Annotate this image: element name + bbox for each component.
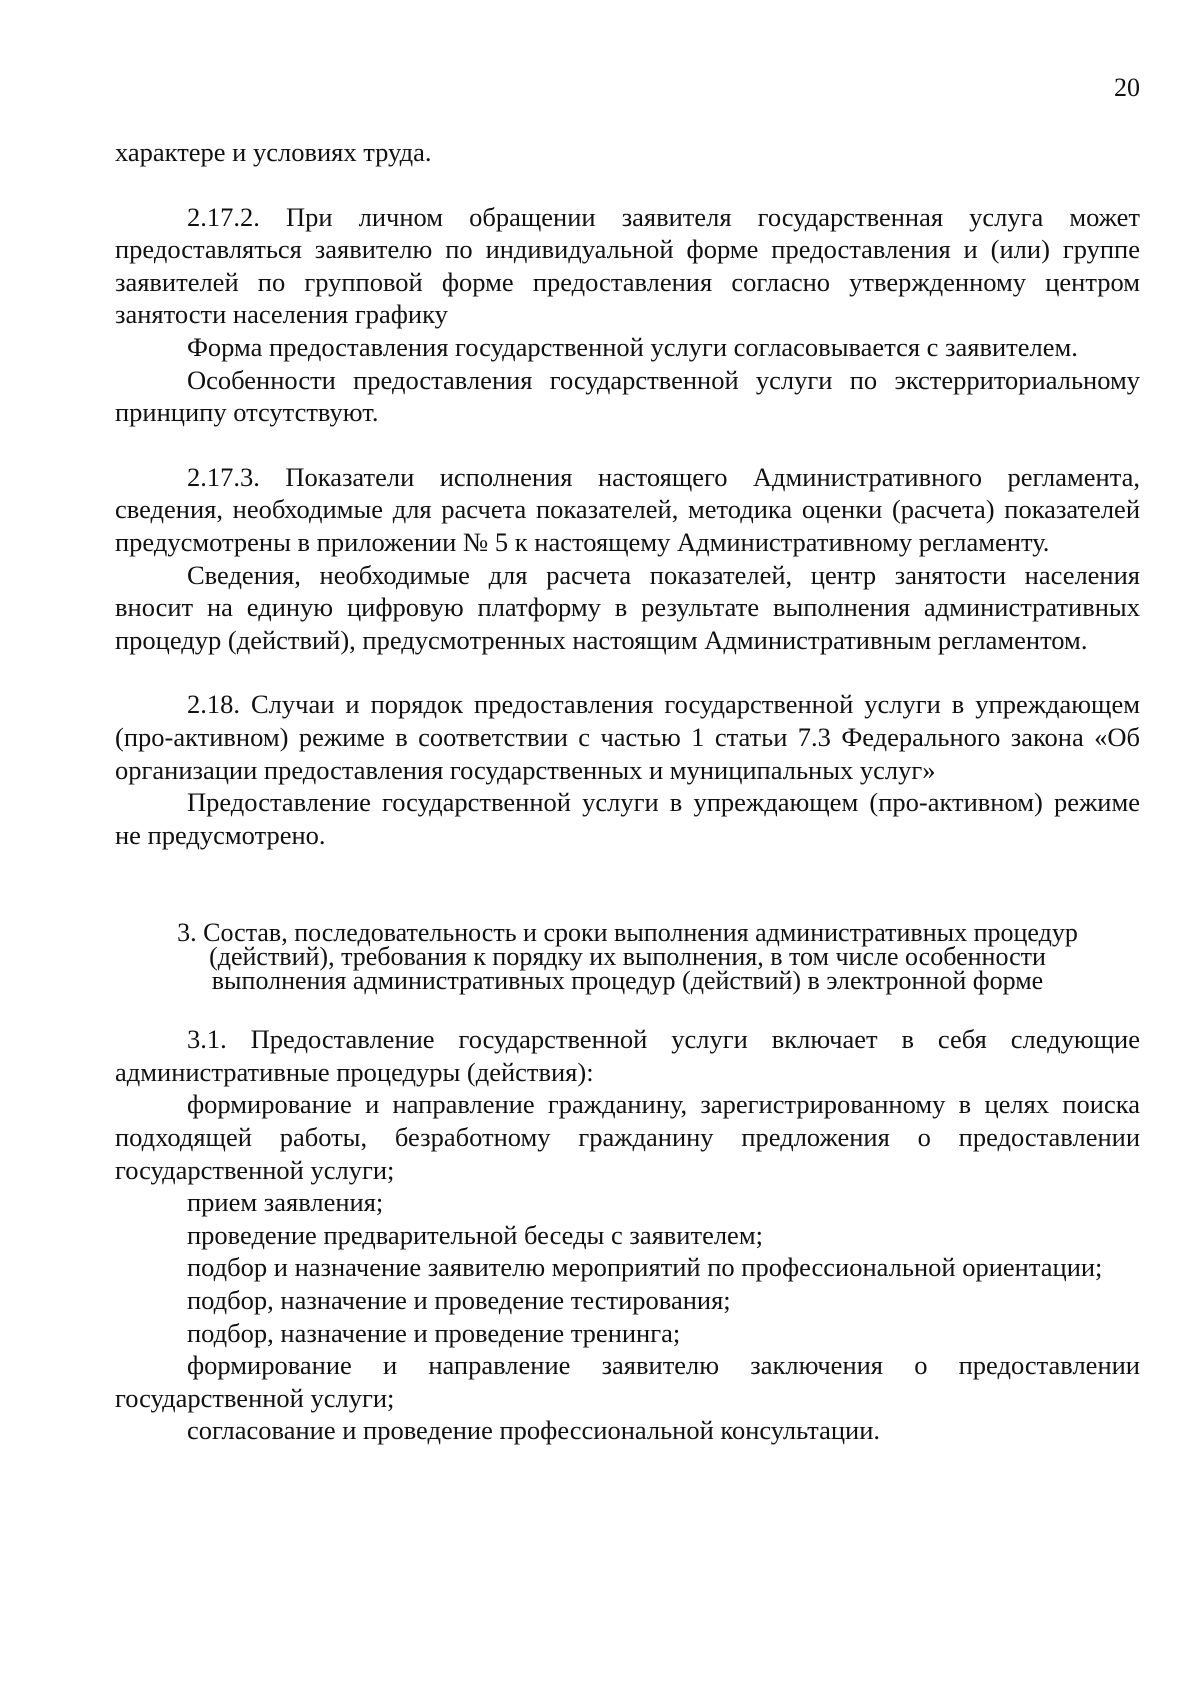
- procedure-item: подбор и назначение заявителю мероприятий по профессиональной ориентации;: [187, 1252, 1103, 1283]
- section-3-heading-line1: 3. Состав, последовательность и сроки выполнения административных процедур: [177, 918, 1078, 948]
- procedure-item: подбор, назначение и проведение тестирования;: [187, 1285, 731, 1316]
- paragraph-2-17-3: 2.17.3. Показатели исполнения настоящего Административного регламента, сведения, необходимые для расчета показателей, методика оценки (расчета) показателей предусмотрены в приложении № 5 к настоящему Административному регламенту.: [115, 461, 1140, 557]
- document-body: [115, 136, 1140, 1447]
- paragraph-continuation: характере и условиях труда.: [115, 137, 432, 167]
- paragraph-3-1: 3.1. Предоставление государственной услуги включает в себя следующие административные процедуры (действия):: [115, 1024, 1140, 1087]
- paragraph-2-17-2: 2.17.2. При личном обращении заявителя государственная услуга может предоставляться заявителю по индивидуальной форме предоставления и (или) группе заявителей по групповой форме предоставления согласно утвержденному центром занятости населения графику: [115, 201, 1140, 330]
- procedure-item: формирование и направление заявителю заключения о предоставлении государственной услуги;: [115, 1350, 1140, 1413]
- section-3-heading-line3: выполнения административных процедур (действий) в электронной форме: [211, 966, 1044, 996]
- paragraph-form-of-service: Форма предоставления государственной услуги согласовывается с заявителем.: [187, 331, 1078, 362]
- procedure-item: подбор, назначение и проведение тренинга;: [187, 1317, 681, 1348]
- paragraph-extraterritorial: Особенности предоставления государственной услуги по экстерриториальному принципу отсутствуют.: [115, 364, 1140, 428]
- section-3-heading-line2: (действий), требования к порядку их выполнения, в том числе особенности: [209, 942, 1046, 972]
- section-3-heading: [115, 918, 1140, 996]
- paragraph-2-18: 2.18. Случаи и порядок предоставления государственной услуги в упреждающем (про-активном) режиме в соответствии с частью 1 статьи 7.3 Федерального закона «Об организации предоставления государственных и муниципальных услуг»: [115, 689, 1140, 785]
- procedure-item: прием заявления;: [187, 1187, 384, 1218]
- page-number: 20: [1114, 73, 1140, 102]
- paragraph-proactive-mode: Предоставление государственной услуги в упреждающем (про-активном) режиме не предусмотрено.: [115, 787, 1140, 850]
- paragraph-indicators-data: Сведения, необходимые для расчета показателей, центр занятости населения вносит на единую цифровую платформу в результате выполнения административных процедур (действий), предусмотренных настоящим Административным регламентом.: [115, 559, 1140, 655]
- procedure-item: проведение предварительной беседы с заявителем;: [187, 1219, 763, 1250]
- procedure-item: согласование и проведение профессиональной консультации.: [187, 1415, 881, 1446]
- procedure-item: формирование и направление гражданину, зарегистрированному в целях поиска подходящей работы, безработному гражданину предложения о предоставлении государственной услуги;: [115, 1089, 1140, 1185]
